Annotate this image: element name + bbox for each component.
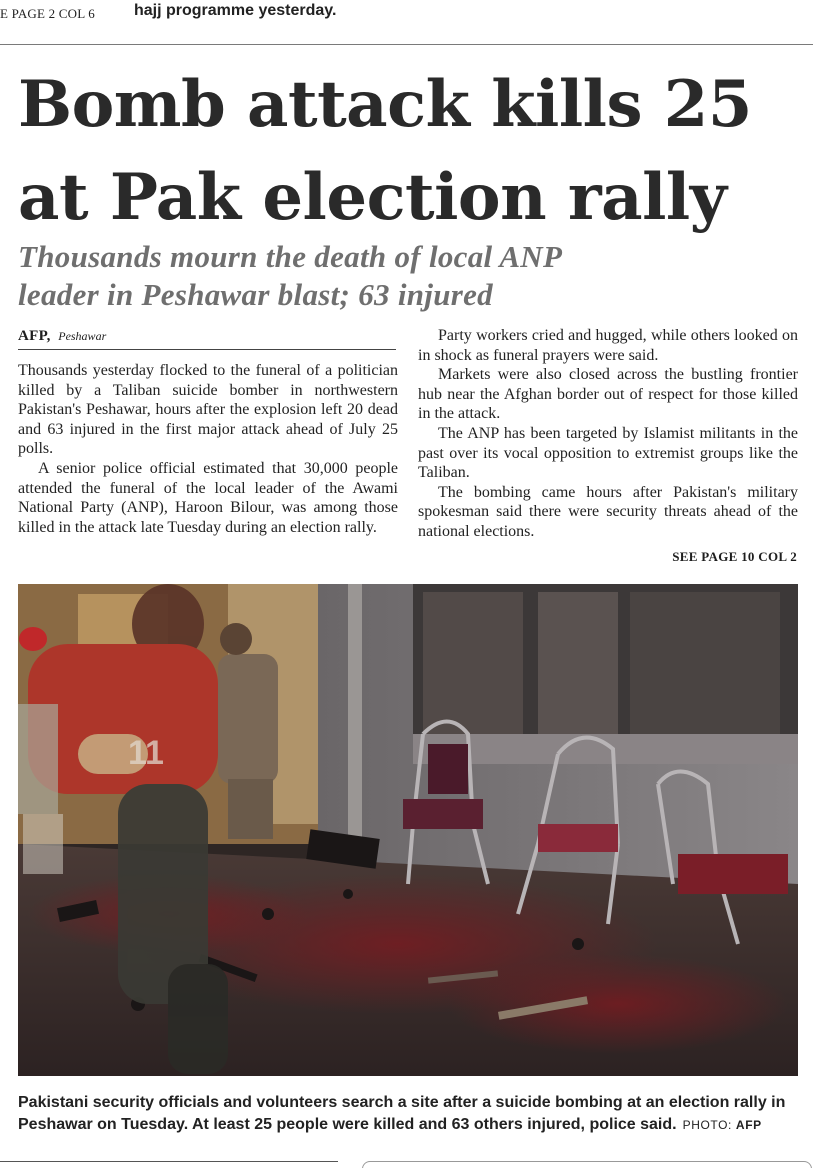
continuation-strip [0, 0, 813, 44]
see-page-reference: SEE PAGE 10 COL 2 [672, 549, 797, 564]
bottom-divider [0, 1161, 338, 1162]
subheadline-line-1: Thousands mourn the death of local ANP [18, 239, 563, 274]
caption-text: Pakistani security officials and volunteers search a site after a suicide bombing at an election rally in Peshawar on Tuesday. At least 25 people were killed and 63 others injured, police said. [18, 1094, 786, 1133]
paragraph: A senior police official estimated that 30,000 people attended the funeral of the local leader of the Awami National Party (ANP), Haroon Bilour, was among those killed in the attack late Tuesday during an election rally. [18, 459, 398, 536]
byline-location: Peshawar [58, 329, 107, 343]
credit-label: PHOTO: [682, 1118, 732, 1132]
continued-story-text: hajj programme yesterday. [134, 2, 337, 19]
jersey-number: 11 [128, 734, 164, 772]
subheadline-line-2: leader in Peshawar blast; 63 injured [18, 277, 493, 312]
headline-line-2: at Pak election rally [18, 160, 727, 235]
paragraph: Thousands yesterday flocked to the funeral of a politician killed by a Taliban suicide bomber in northwestern Pakistan's Peshawar, hours after the explosion left 20 dead and 63 injured in the first major attack ahead of July 25 polls. [18, 362, 398, 458]
byline [18, 328, 106, 345]
photo-caption [18, 1092, 808, 1136]
news-photo [18, 584, 798, 1076]
paragraph: Markets were also closed across the bustling frontier hub near the Afghan border out of respect for those killed in the attack. [418, 366, 798, 423]
credit-source: AFP [735, 1118, 762, 1132]
byline-divider [18, 349, 396, 350]
next-article-box [362, 1161, 812, 1168]
paragraph: The ANP has been targeted by Islamist militants in the past over its vocal opposition to extremist groups like the Taliban. [418, 424, 798, 482]
photo-credit [683, 1118, 762, 1132]
article-column-right [418, 326, 798, 542]
subheadline [18, 238, 778, 314]
see-page-reference-top: E PAGE 2 COL 6 [0, 6, 96, 21]
section-divider [0, 44, 813, 45]
headline [18, 58, 808, 244]
bombing-scene-illustration [18, 584, 798, 1076]
article-column-left [18, 361, 398, 537]
byline-agency: AFP, [18, 328, 51, 344]
headline-line-1: Bomb attack kills 25 [18, 67, 752, 142]
paragraph: Party workers cried and hugged, while others looked on in shock as funeral prayers were said. [418, 327, 798, 364]
paragraph: The bombing came hours after Pakistan's military spokesman said there were security threats ahead of the national elections. [418, 483, 798, 540]
